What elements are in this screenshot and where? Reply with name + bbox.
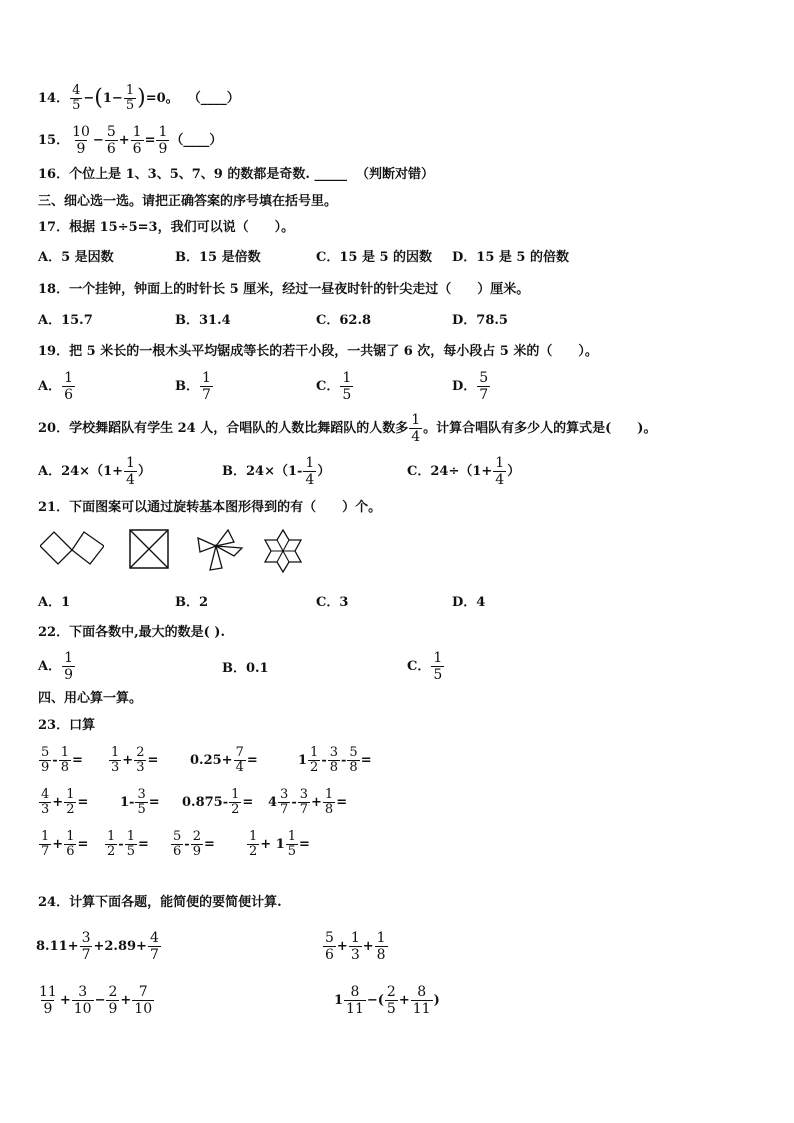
option-a[interactable]: A．1 — [38, 595, 71, 610]
option-d[interactable]: D．15 是 5 的倍数 — [452, 250, 569, 265]
option-b[interactable]: B． $\frac{1}{7}$ — [175, 370, 211, 403]
answer-blank[interactable]: （____） — [170, 133, 223, 148]
option-d[interactable]: D．78.5 — [452, 313, 508, 328]
mental-calc-r3-d: $\frac{1}{2}$ + 1 $\frac{1}{5}$ = — [249, 829, 310, 859]
fraction: $\frac{5}{9}$ — [41, 745, 50, 775]
option-b[interactable]: B．15 是倍数 — [175, 250, 261, 265]
fraction: $\frac{8}{11}$ — [346, 984, 364, 1017]
fraction: $\frac{1}{6}$ — [64, 370, 74, 403]
fraction: $\frac{3}{8}$ — [329, 745, 339, 775]
option-b[interactable]: B．24×（1- $\frac{1}{4}$ ） — [222, 455, 331, 488]
fraction: $\frac{1}{5}$ — [125, 83, 135, 113]
fraction: $\frac{1}{4}$ — [126, 455, 135, 488]
section-4-heading: 四、用心算一算。 — [38, 691, 143, 706]
fraction: $\frac{1}{8}$ — [60, 745, 69, 775]
calc-expression-3: $\frac{11}{9}$ + $\frac{3}{10}$ − $\frac{2}{9}$ + $\frac{7}{10}$ — [39, 984, 153, 1017]
fraction: $\frac{1}{2}$ — [66, 787, 75, 817]
question-18: 18．一个挂钟，钟面上的时针长 5 厘米，经过一昼夜时针的针尖走过（ ）厘米。 — [38, 282, 530, 297]
fraction: $\frac{1}{6}$ — [132, 124, 142, 157]
figure-square-diagonals — [128, 528, 170, 570]
option-d[interactable]: D．4 — [452, 595, 486, 610]
fraction: $\frac{5}{7}$ — [479, 370, 489, 403]
option-d[interactable]: D． $\frac{5}{7}$ — [452, 370, 489, 403]
fraction: $\frac{1}{8}$ — [376, 930, 386, 963]
mental-calc-r2-a: $\frac{4}{3}$ + $\frac{1}{2}$ = — [41, 787, 89, 817]
fraction: $\frac{7}{4}$ — [235, 745, 244, 775]
fraction: $\frac{1}{7}$ — [41, 829, 50, 859]
option-c[interactable]: C．24÷（1+ $\frac{1}{4}$ ） — [407, 455, 521, 488]
mental-calc-r1-c: 0.25+ $\frac{7}{4}$ = — [190, 745, 258, 775]
fraction: $\frac{1}{4}$ — [411, 412, 421, 445]
fraction: $\frac{1}{3}$ — [350, 930, 360, 963]
fraction: $\frac{1}{2}$ — [249, 829, 258, 859]
option-a[interactable]: A． $\frac{1}{9}$ — [38, 650, 74, 683]
fraction: $\frac{3}{7}$ — [299, 787, 309, 817]
question-19: 19．把 5 米长的一根木头平均锯成等长的若干小段，一共锯了 6 次，每小段占 5 米的（ ）。 — [38, 344, 598, 359]
mental-calc-r3-c: $\frac{5}{6}$ - $\frac{2}{9}$ = — [173, 829, 215, 859]
answer-blank[interactable]: （____） — [187, 91, 240, 106]
fraction: $\frac{5}{6}$ — [106, 124, 116, 157]
question-16: 16．个位上是 1、3、5、7、9 的数都是奇数. _____ （判断对错） — [38, 167, 435, 182]
fraction: $\frac{1}{9}$ — [158, 124, 168, 157]
option-c[interactable]: C． $\frac{1}{5}$ — [316, 370, 352, 403]
fraction: $\frac{4}{3}$ — [41, 787, 50, 817]
calc-expression-4: 1 $\frac{8}{11}$ −( $\frac{2}{5}$ + $\frac{8}{11}$ ) — [334, 984, 440, 1017]
mental-calc-r3-a: $\frac{1}{7}$ + $\frac{1}{6}$ = — [41, 829, 89, 859]
option-b[interactable]: B．31.4 — [175, 313, 231, 328]
mental-calc-r2-d: 4 $\frac{3}{7}$ - $\frac{3}{7}$ + $\frac{1}{8}$ = — [268, 787, 348, 817]
fraction: $\frac{2}{3}$ — [136, 745, 145, 775]
option-a[interactable]: A．5 是因数 — [38, 250, 114, 265]
fraction: $\frac{4}{7}$ — [149, 930, 159, 963]
fraction: $\frac{7}{10}$ — [134, 984, 153, 1017]
figure-row — [38, 528, 338, 578]
question-23: 23．口算 — [38, 718, 96, 733]
fraction: $\frac{1}{4}$ — [305, 455, 315, 488]
question-24: 24．计算下面各题，能简便的要简便计算. — [38, 895, 282, 910]
question-17: 17．根据 15÷5=3，我们可以说（ ）。 — [38, 220, 295, 235]
figure-star — [260, 528, 306, 574]
fraction: $\frac{1}{2}$ — [310, 745, 319, 775]
fraction: $\frac{8}{11}$ — [412, 984, 431, 1017]
option-c[interactable]: C．62.8 — [316, 313, 372, 328]
fraction: $\frac{1}{6}$ — [66, 829, 75, 859]
mental-calc-r1-a: $\frac{5}{9}$ - $\frac{1}{8}$ = — [41, 745, 83, 775]
question-15: 15． $\frac{10}{9}$ − $\frac{5}{6}$ + $\frac{1}{6}$ = $\frac{1}{9}$ （____） — [38, 124, 223, 157]
fraction: $\frac{5}{6}$ — [325, 930, 334, 963]
fraction: $\frac{3}{10}$ — [73, 984, 92, 1017]
fraction: $\frac{1}{5}$ — [126, 829, 135, 859]
mental-calc-r2-c: 0.875- $\frac{1}{2}$ = — [182, 787, 254, 817]
mental-calc-r1-b: $\frac{1}{3}$ + $\frac{2}{3}$ = — [111, 745, 159, 775]
fraction: $\frac{11}{9}$ — [39, 984, 57, 1017]
mental-calc-r1-d: 1 $\frac{1}{2}$ - $\frac{3}{8}$ - $\frac{5}{8}$ = — [298, 745, 372, 775]
question-21: 21．下面图案可以通过旋转基本图形得到的有（ ）个。 — [38, 500, 382, 515]
calc-expression-2: $\frac{5}{6}$ + $\frac{1}{3}$ + $\frac{1}{8}$ — [325, 930, 386, 963]
fraction: $\frac{1}{5}$ — [342, 370, 352, 403]
mental-calc-r2-b: 1- $\frac{3}{5}$ = — [120, 787, 160, 817]
fraction: $\frac{4}{5}$ — [72, 83, 81, 113]
answer-blank[interactable]: _____ — [314, 167, 347, 182]
fraction: $\frac{1}{2}$ — [231, 787, 240, 817]
fraction: $\frac{1}{7}$ — [202, 370, 211, 403]
fraction: $\frac{10}{9}$ — [72, 124, 90, 157]
fraction: $\frac{3}{5}$ — [137, 787, 146, 817]
option-a[interactable]: A．15.7 — [38, 313, 93, 328]
figure-pinwheel — [194, 528, 246, 572]
figure-two-squares — [40, 528, 104, 568]
option-b[interactable]: B．2 — [175, 595, 209, 610]
fraction: $\frac{1}{5}$ — [287, 829, 297, 859]
option-a[interactable]: A．24×（1+ $\frac{1}{4}$ ） — [38, 455, 151, 488]
fraction: $\frac{1}{5}$ — [433, 650, 443, 683]
fraction: $\frac{5}{6}$ — [173, 829, 182, 859]
calc-expression-1: 8.11+ $\frac{3}{7}$ +2.89+ $\frac{4}{7}$ — [36, 930, 159, 963]
fraction: $\frac{1}{2}$ — [107, 829, 116, 859]
fraction: $\frac{1}{9}$ — [64, 650, 74, 683]
option-c[interactable]: C．15 是 5 的因数 — [316, 250, 433, 265]
fraction: $\frac{2}{9}$ — [192, 829, 201, 859]
option-c[interactable]: C．3 — [316, 595, 349, 610]
fraction: $\frac{1}{8}$ — [324, 787, 334, 817]
question-14: 14． $\frac{4}{5}$ −(1− $\frac{1}{5}$ )=0。 （____） — [38, 83, 240, 113]
fraction: $\frac{3}{7}$ — [280, 787, 289, 817]
question-22: 22．下面各数中,最大的数是( ). — [38, 625, 225, 640]
option-c[interactable]: C． $\frac{1}{5}$ — [407, 650, 443, 683]
fraction: $\frac{1}{4}$ — [495, 455, 505, 488]
option-a[interactable]: A． $\frac{1}{6}$ — [38, 370, 74, 403]
question-20: 20．学校舞蹈队有学生 24 人，合唱队的人数比舞蹈队的人数多 $\frac{1}{4}$ 。计算合唱队有多少人的算式是( )。 — [38, 412, 657, 445]
fraction: $\frac{2}{5}$ — [386, 984, 396, 1017]
fraction: $\frac{3}{7}$ — [81, 930, 91, 963]
option-b[interactable]: B．0.1 — [222, 661, 269, 676]
mental-calc-r3-b: $\frac{1}{2}$ - $\frac{1}{5}$ = — [107, 829, 149, 859]
section-3-heading: 三、细心选一选。请把正确答案的序号填在括号里。 — [38, 194, 338, 209]
fraction: $\frac{1}{3}$ — [111, 745, 120, 775]
fraction: $\frac{2}{9}$ — [108, 984, 118, 1017]
fraction: $\frac{5}{8}$ — [349, 745, 358, 775]
